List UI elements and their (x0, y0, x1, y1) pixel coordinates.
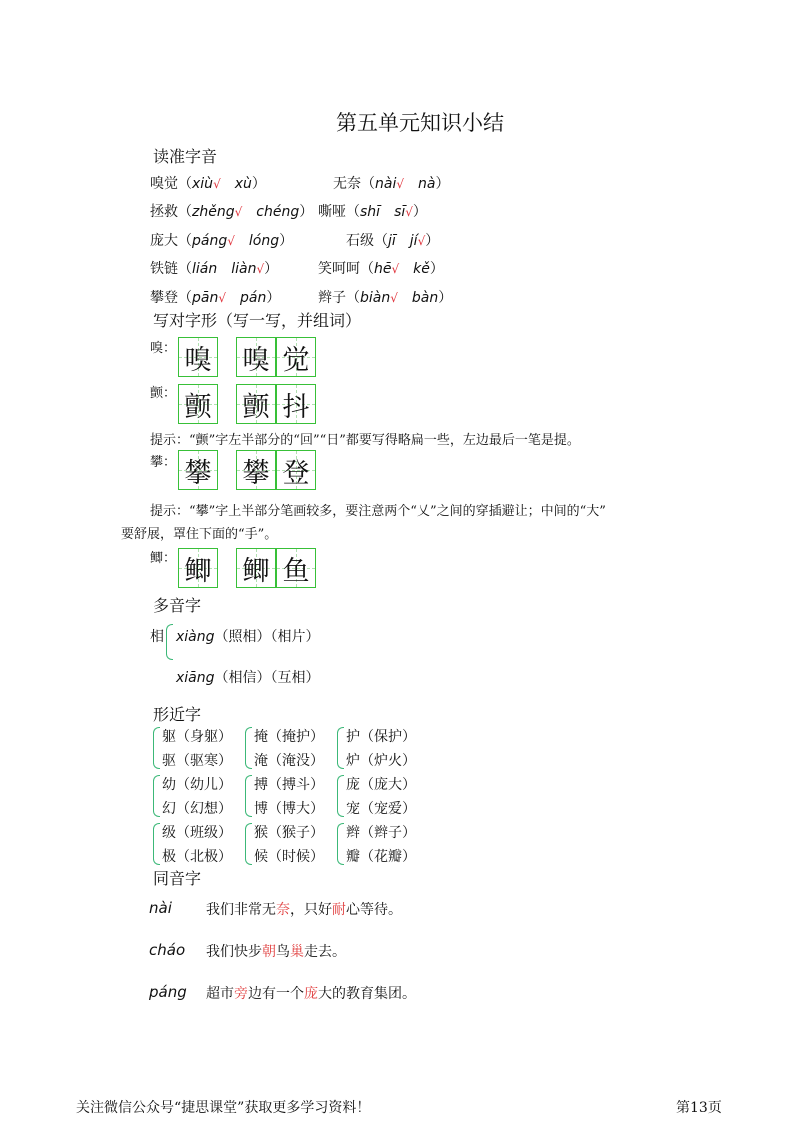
text: 我们快步 (206, 944, 262, 960)
homophone-sentence (206, 899, 402, 919)
similar-char: 极（北极） (162, 849, 232, 865)
word: 铁链 (150, 261, 178, 277)
similar-char: 博（博大） (254, 801, 324, 817)
pronunciation-item (150, 173, 266, 193)
pinyin-option: nài (375, 176, 397, 192)
text: 超市 (206, 986, 234, 1002)
similar-char: 掩（掩护） (254, 729, 324, 745)
pinyin-option: hē (374, 261, 392, 277)
check-mark-icon: √ (256, 262, 265, 276)
similar-char: 辫（辫子） (346, 825, 416, 841)
paren: ） (266, 290, 281, 306)
polyphone-reading: xiāng（相信）（互相） (176, 670, 320, 686)
section-homophone: 同音字 (153, 869, 202, 888)
grid-cell: 鲫 (236, 548, 276, 588)
check-mark-icon: √ (234, 205, 243, 219)
paren: ） (438, 290, 453, 306)
paren: ） (264, 261, 279, 277)
paren: （ (360, 261, 374, 277)
paren: （ (178, 204, 192, 220)
pinyin-option: jí (409, 233, 418, 249)
pinyin-option: pán (240, 290, 267, 306)
pinyin-option: zhěng (192, 204, 235, 220)
paren: （ (361, 176, 375, 192)
brace (153, 775, 160, 817)
paren: ） (251, 176, 266, 192)
homophone-pinyin: páng (149, 983, 187, 1001)
similar-char: 候（时候） (254, 849, 324, 865)
grid-cell: 颤 (236, 384, 276, 424)
writing-label-chan: 颤： (150, 386, 177, 401)
highlight-char: 耐 (332, 902, 346, 918)
pronunciation-item (150, 258, 278, 278)
pinyin-option: bàn (411, 290, 439, 306)
check-mark-icon: √ (213, 177, 221, 191)
check-mark-icon: √ (417, 234, 426, 248)
similar-char: 炉（炉火） (346, 753, 416, 769)
similar-char: 猴（猴子） (254, 825, 324, 841)
word: 嗅觉 (150, 176, 178, 192)
similar-char: 淹（淹没） (254, 753, 324, 769)
paren: （ (178, 261, 192, 277)
pinyin-option: xiù (192, 176, 214, 192)
check-mark-icon: √ (405, 205, 413, 219)
grid-cell: 觉 (276, 337, 316, 377)
word: 辫子 (318, 290, 346, 306)
highlight-char: 旁 (234, 986, 248, 1002)
check-mark-icon: √ (391, 262, 400, 276)
paren: ） (412, 204, 427, 220)
similar-char: 幻（幻想） (162, 801, 232, 817)
hint-pan-2: 要舒展，罩住下面的“手”。 (121, 527, 278, 542)
similar-char: 级（班级） (162, 825, 232, 841)
grid-cell: 嗅 (178, 337, 218, 377)
pinyin-option: liàn (231, 261, 257, 277)
text: 鸟 (276, 944, 290, 960)
similar-char: 搏（搏斗） (254, 777, 324, 793)
similar-char: 护（保护） (346, 729, 416, 745)
pinyin-option: chéng (256, 204, 300, 220)
similar-char: 宠（宠爱） (346, 801, 416, 817)
brace (337, 823, 344, 865)
footer-note: 关注微信公众号“捷思课堂”获取更多学习资料！ (76, 1100, 371, 1116)
similar-char: 庞（庞大） (346, 777, 416, 793)
pinyin-option: lóng (248, 233, 280, 249)
pinyin-option: sī (394, 204, 406, 220)
pinyin-option: xù (234, 176, 252, 192)
similar-char: 驱（驱寒） (162, 753, 232, 769)
hint-pan-1: 提示：“攀”字上半部分笔画较多，要注意两个“乂”之间的穿插避让；中间的“大” (150, 504, 606, 519)
page-title: 第五单元知识小结 (336, 111, 504, 135)
check-mark-icon: √ (396, 177, 404, 191)
section-pronunciation: 读准字音 (153, 147, 218, 166)
word: 无奈 (333, 176, 361, 192)
word: 嘶哑 (318, 204, 346, 220)
highlight-char: 奈 (276, 902, 290, 918)
word: 攀登 (150, 290, 178, 306)
grid-cell: 抖 (276, 384, 316, 424)
text: 心等待。 (346, 902, 402, 918)
pinyin-option: páng (192, 233, 228, 249)
homophone-sentence (206, 941, 346, 961)
grid-cell: 登 (276, 450, 316, 490)
highlight-char: 巢 (290, 944, 304, 960)
pronunciation-item (150, 201, 313, 221)
brace (245, 823, 252, 865)
paren: ） (425, 233, 440, 249)
pinyin-option: kě (413, 261, 430, 277)
brace (337, 727, 344, 769)
paren: （ (346, 204, 360, 220)
paren: ） (299, 204, 314, 220)
text: ，只好 (290, 902, 332, 918)
writing-label-xiu: 嗅： (150, 341, 177, 356)
homophone-pinyin: cháo (149, 941, 186, 959)
pinyin-option: pān (192, 290, 219, 306)
writing-label-ji: 鲫： (150, 551, 177, 566)
grid-cell: 攀 (236, 450, 276, 490)
word: 笑呵呵 (318, 261, 360, 277)
brace (337, 775, 344, 817)
pronunciation-item (333, 173, 449, 193)
check-mark-icon: √ (227, 234, 235, 248)
similar-char: 躯（身躯） (162, 729, 232, 745)
brace (153, 823, 160, 865)
paren: ） (435, 176, 450, 192)
grid-cell: 鱼 (276, 548, 316, 588)
check-mark-icon: √ (390, 291, 398, 305)
paren: （ (374, 233, 388, 249)
text: 我们非常无 (206, 902, 276, 918)
pronunciation-item (318, 287, 452, 307)
text: 走去。 (304, 944, 346, 960)
polyphone-char: 相 (150, 629, 164, 645)
similar-char: 瓣（花瓣） (346, 849, 416, 865)
pinyin-option: nà (418, 176, 436, 192)
hint-chan: 提示：“颤”字左半部分的“回”“日”都要写得略扁一些，左边最后一笔是提。 (150, 433, 580, 448)
writing-label-pan: 攀： (150, 455, 177, 470)
brace (245, 727, 252, 769)
highlight-char: 庞 (304, 986, 318, 1002)
paren: （ (178, 233, 192, 249)
polyphone-reading: xiàng（照相）（相片） (176, 629, 320, 645)
text: 大的教育集团。 (318, 986, 416, 1002)
pronunciation-item (150, 287, 280, 307)
paren: ） (429, 261, 444, 277)
section-polyphone: 多音字 (153, 596, 202, 615)
pinyin-option: lián (192, 261, 218, 277)
check-mark-icon: √ (218, 291, 226, 305)
paren: ） (279, 233, 294, 249)
homophone-sentence (206, 983, 416, 1003)
pronunciation-item (318, 258, 444, 278)
pinyin-option: shī (360, 204, 381, 220)
pinyin-option: biàn (360, 290, 391, 306)
pronunciation-item (150, 230, 293, 250)
similar-char: 幼（幼儿） (162, 777, 232, 793)
grid-cell: 攀 (178, 450, 218, 490)
grid-cell: 嗅 (236, 337, 276, 377)
text: 边有一个 (248, 986, 304, 1002)
pronunciation-item (318, 201, 427, 221)
paren: （ (178, 290, 192, 306)
section-similar: 形近字 (153, 705, 202, 724)
paren: （ (178, 176, 192, 192)
word: 拯救 (150, 204, 178, 220)
word: 庞大 (150, 233, 178, 249)
pinyin-option: jī (388, 233, 396, 249)
word: 石级 (346, 233, 374, 249)
brace (153, 727, 160, 769)
homophone-pinyin: nài (149, 899, 172, 917)
paren: （ (346, 290, 360, 306)
pronunciation-item (346, 230, 439, 250)
section-writing: 写对字形（写一写，并组词） (153, 311, 362, 330)
page-number: 第13页 (676, 1100, 722, 1116)
brace (245, 775, 252, 817)
brace (166, 624, 173, 660)
highlight-char: 朝 (262, 944, 276, 960)
grid-cell: 鲫 (178, 548, 218, 588)
grid-cell: 颤 (178, 384, 218, 424)
